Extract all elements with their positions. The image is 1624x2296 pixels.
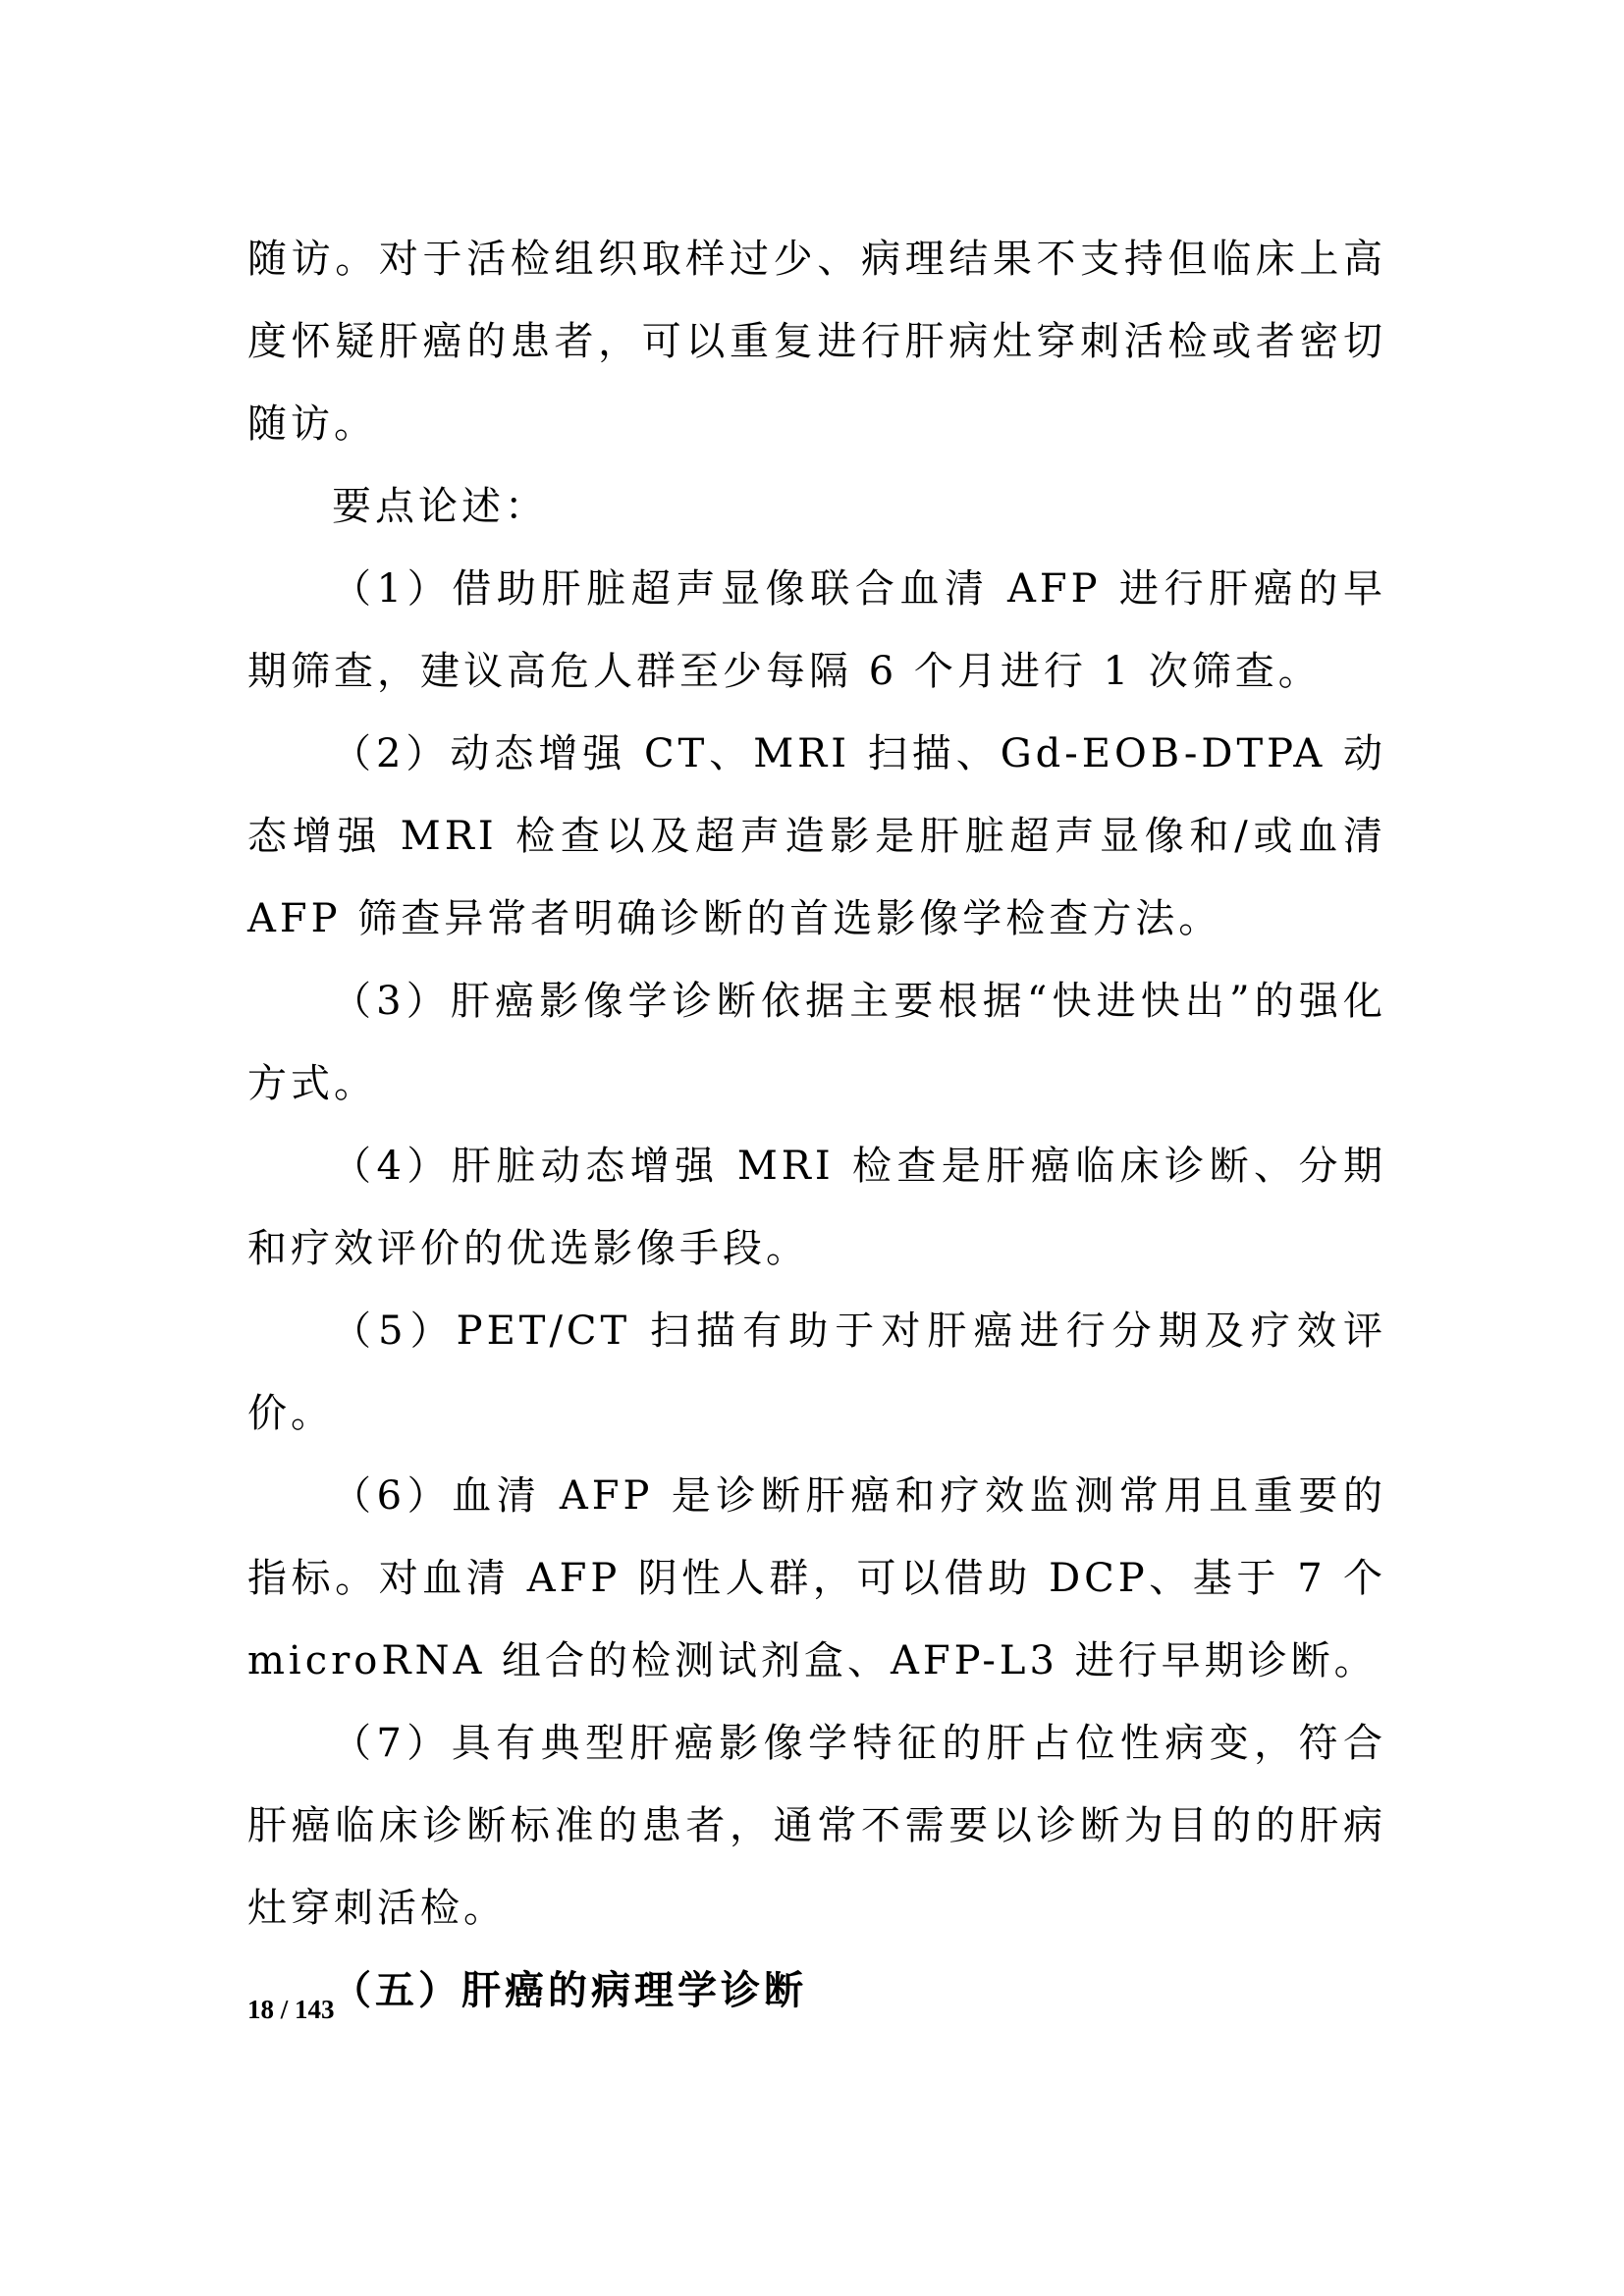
key-point-6: （6）血清 AFP 是诊断肝癌和疗效监测常用且重要的指标。对血清 AFP 阴性人群，可以借助 DCP、基于 7 个 microRNA 组合的检测试剂盒、AFP-L3 进行早期诊断。 [247,1473,1386,1683]
key-point-5: （5）PET/CT 扫描有助于对肝癌进行分期及疗效评价。 [247,1308,1386,1436]
key-point-4: （4）肝脏动态增强 MRI 检查是肝癌临床诊断、分期和疗效评价的优选影像手段。 [247,1144,1386,1271]
key-points-title: 要点论述： [332,484,548,529]
paragraph-continuation: 随访。对于活检组织取样过少、病理结果不支持但临床上高度怀疑肝癌的患者，可以重复进行肝病灶穿刺活检或者密切随访。 [247,237,1386,447]
section-heading: （五）肝癌的病理学诊断 [332,1968,807,2013]
key-point-3: （3）肝癌影像学诊断依据主要根据“快进快出”的强化方式。 [247,979,1386,1106]
key-point-2: （2）动态增强 CT、MRI 扫描、Gd-EOB-DTPA 动态增强 MRI 检查以及超声造影是肝脏超声显像和/或血清 AFP 筛查异常者明确诊断的首选影像学检查方法。 [247,731,1386,941]
key-point-1: （1）借助肝脏超声显像联合血清 AFP 进行肝癌的早期筛查，建议高危人群至少每隔 6 个月进行 1 次筛查。 [247,566,1386,694]
key-point-7: （7）具有典型肝癌影像学特征的肝占位性病变，符合肝癌临床诊断标准的患者，通常不需要以诊断为目的的肝病灶穿刺活检。 [247,1721,1386,1931]
page-number: 18 / 143 [247,1995,335,2024]
document-body [247,218,1386,2032]
